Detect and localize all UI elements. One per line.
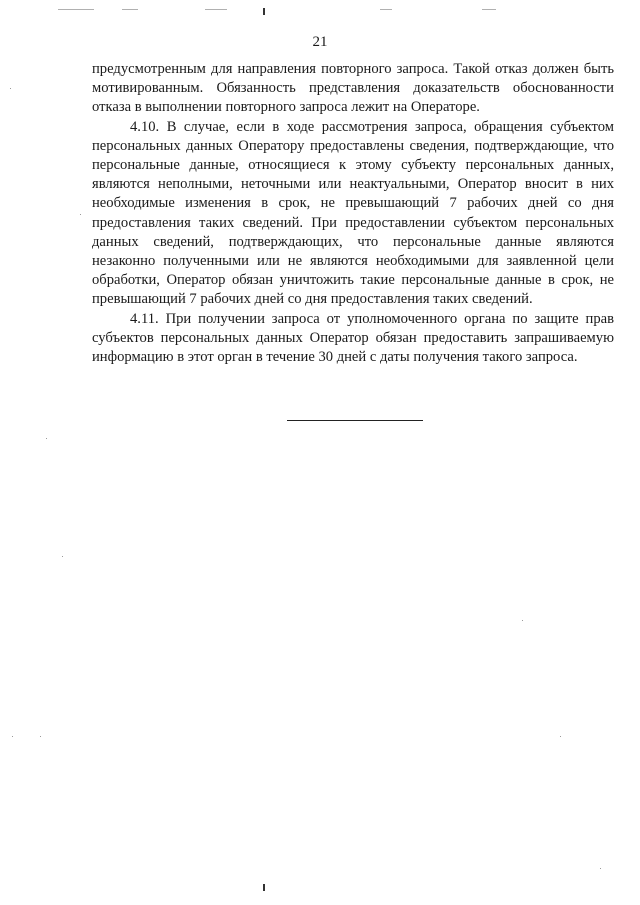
scan-artifact	[58, 9, 94, 10]
scan-artifact	[205, 9, 227, 10]
scan-artifact	[263, 884, 265, 891]
scan-artifact	[40, 736, 41, 737]
scan-artifact	[46, 438, 47, 439]
body-text	[92, 60, 614, 367]
page-number: 21	[312, 34, 328, 50]
scan-artifact	[62, 556, 63, 557]
paragraph-4-10: 4.10. В случае, если в ходе рассмотрения запроса, обращения субъектом персональных данных Оператору предоставлены сведения, подтверждающие, что персональные данные, относящиеся к этому субъекту персональных данных, являются неполными, неточными или неактуальными, Оператор вносит в них необходимые изменения в срок, не превышающий 7 рабочих дней со дня предоставления таких сведений. При предоставлении субъектом персональных данных сведений, подтверждающих, что персональные данные являются незаконно полученными или не являются необходимыми для заявленной цели обработки, Оператор обязан уничтожить такие персональные данные в срок, не превышающий 7 рабочих дней со дня предоставления таких сведений.	[92, 118, 614, 308]
scan-artifact	[10, 88, 11, 89]
scan-artifact	[522, 620, 523, 621]
scan-artifact	[482, 9, 496, 10]
scan-artifact	[600, 868, 601, 869]
scan-artifact	[380, 9, 392, 10]
paragraph-4-11: 4.11. При получении запроса от уполномоченного органа по защите прав субъектов персональных данных Оператор обязан предоставить запрашиваемую информацию в этот орган в течение 30 дней с даты получения такого запроса.	[92, 310, 614, 366]
scan-artifact	[80, 214, 81, 215]
scan-artifact	[560, 736, 561, 737]
scan-artifact	[263, 8, 265, 15]
scan-artifact	[122, 9, 138, 10]
scan-artifact	[12, 736, 13, 737]
end-divider-line	[287, 420, 423, 421]
paragraph-continuation: предусмотренным для направления повторного запроса. Такой отказ должен быть мотивированным. Обязанность представления доказательств обоснованности отказа в выполнении повторного запроса лежит на Операторе.	[92, 61, 614, 116]
